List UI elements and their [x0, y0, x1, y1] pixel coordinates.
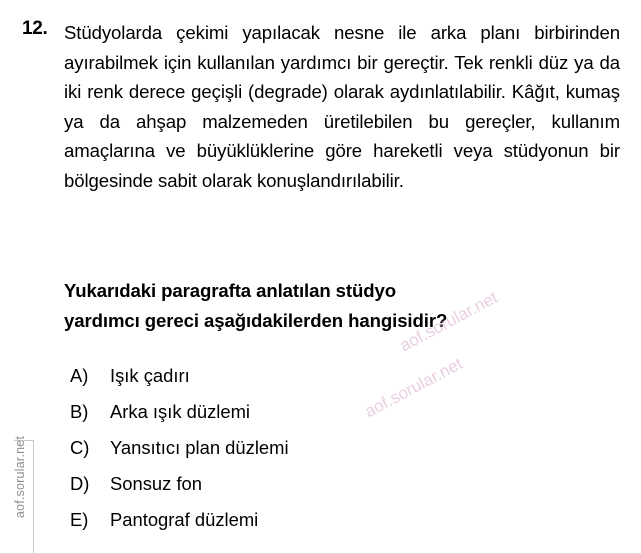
question-prompt-line-2: yardımcı gereci aşağıdakilerden hangisidir? [64, 309, 448, 331]
option-e-letter: E) [70, 509, 89, 530]
spine-watermark-text: aof.sorular.net [13, 435, 27, 519]
question-prompt [64, 276, 620, 335]
watermark-1: aof.sorular.net [396, 287, 501, 356]
question-number: 12. [22, 18, 48, 39]
option-b-text: Arka ışık düzlemi [110, 401, 251, 422]
option-d[interactable] [70, 466, 610, 502]
option-a-letter: A) [70, 365, 89, 386]
option-b[interactable] [70, 394, 610, 430]
option-c-letter: C) [70, 437, 90, 458]
option-e-text: Pantograf düzlemi [110, 509, 259, 530]
watermark-2: aof.sorular.net [361, 353, 466, 422]
option-c-text: Yansıtıcı plan düzlemi [110, 437, 289, 458]
option-c[interactable] [70, 430, 610, 466]
option-a[interactable] [70, 358, 610, 394]
option-a-text: Işık çadırı [110, 365, 190, 386]
spine-vertical-rule [33, 440, 34, 554]
option-d-text: Sonsuz fon [110, 473, 203, 494]
question-prompt-line-1: Yukarıdaki paragrafta anlatılan stüdyo [64, 280, 397, 301]
option-b-letter: B) [70, 401, 89, 422]
question-stem: Stüdyolarda çekimi yapılacak nesne ile arka planı birbirinden ayırabilmek için kullanılan yardımcı bir gereçtir. Tek renkli düz ya da iki renk derece geçişli (degrade) olarak aydınlatılabilir. Kâğıt, kumaş ya da ahşap malzemeden üretilebilen bu gereçler, kullanım amaçlarına ve büyüklüklerine göre hareketli veya stüdyonun bir bölgesinde sabit olarak konuşlandırılabilir. [64, 22, 620, 191]
option-e[interactable] [70, 502, 610, 538]
option-d-letter: D) [70, 473, 90, 494]
options-list [70, 358, 610, 538]
